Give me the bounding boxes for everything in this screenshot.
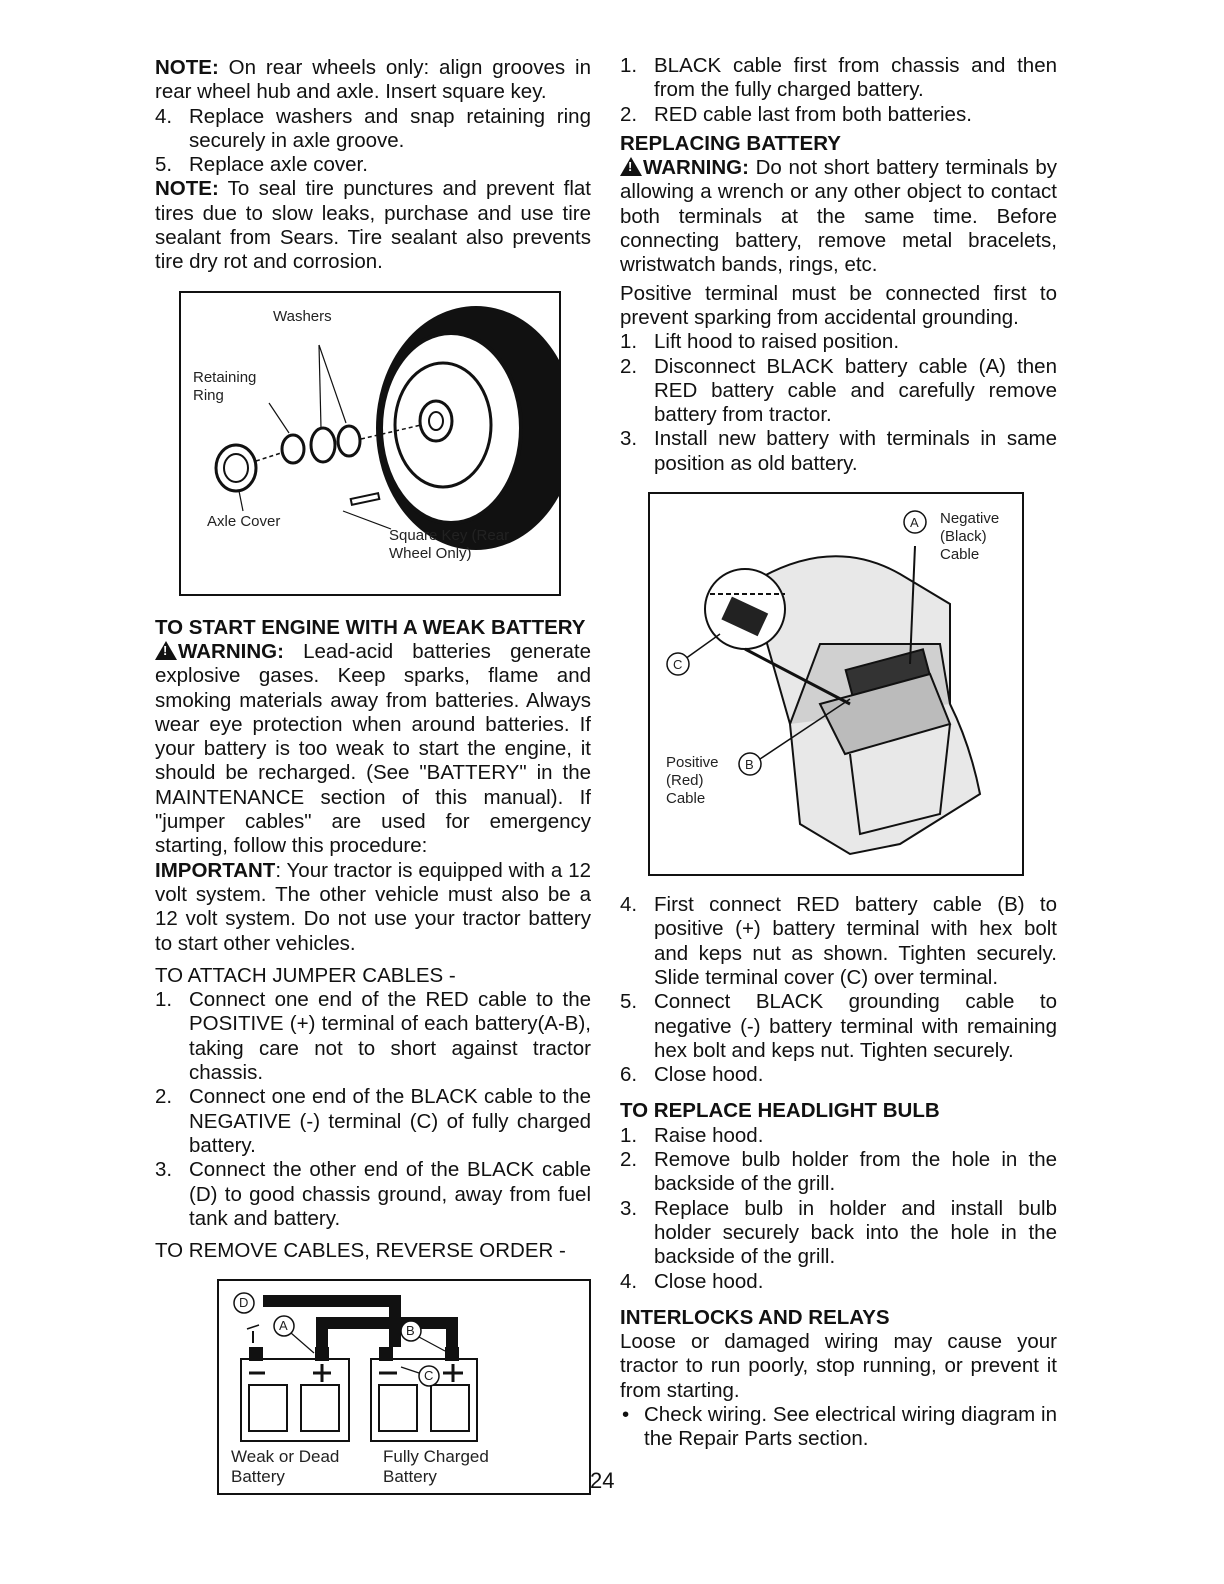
retaining-ring-label: Retaining Ring	[193, 368, 257, 404]
list-item: 1. Raise hood.	[620, 1123, 764, 1147]
label-d: D	[239, 1295, 249, 1311]
label-b: B	[745, 757, 754, 773]
positive-first-note: Positive terminal must be connected first to prevent sparking from accidental grounding.	[620, 281, 1057, 329]
interlocks-text: Loose or damaged wiring may cause your tractor to run poorly, stop running, or prevent it from starting.	[620, 1330, 1057, 1402]
replacing-battery-heading: REPLACING BATTERY	[620, 131, 841, 155]
list-item: 5. Replace axle cover.	[155, 153, 368, 177]
bullet-icon: •	[622, 1402, 630, 1426]
list-item: 4. Close hood.	[620, 1269, 764, 1293]
right-column	[620, 54, 1057, 1452]
remove-steps	[620, 54, 1057, 127]
list-item: 3. Replace bulb in holder and install bulb holder securely back into the hole in the backside of the grill.	[620, 1196, 1057, 1269]
note-tire-sealant: NOTE: To seal tire punctures and prevent flat tires due to slow leaks, purchase and use tire sealant from Sears. Tire sealant also prevents tire dry rot and corrosion.	[155, 177, 591, 274]
list-item: 3. Connect the other end of the BLACK cable (D) to good chassis ground, away from fuel tank and battery.	[155, 1158, 591, 1230]
important-note: IMPORTANT: Your tractor is equipped with a 12 volt system. The other vehicle must also be a 12 volt system. Do not use your tractor battery to start other vehicles.	[155, 858, 591, 955]
attach-steps	[155, 988, 591, 1231]
label-a: A	[910, 515, 919, 531]
list-item: 5. Connect BLACK grounding cable to negative (-) battery terminal with remaining hex bolt and keps nut. Tighten securely.	[620, 990, 1057, 1062]
connect-steps	[620, 893, 1057, 1087]
jumper-cable-figure	[217, 1279, 591, 1495]
list-item: 2. Disconnect BLACK battery cable (A) then RED battery cable and carefully remove battery from tractor.	[620, 354, 1057, 427]
note-rear-wheels: NOTE: On rear wheels only: align grooves in rear wheel hub and axle. Insert square key.	[155, 56, 591, 104]
list-item: 6. Close hood.	[620, 1063, 764, 1087]
replace-steps	[620, 330, 1057, 476]
list-item: 4. First connect RED battery cable (B) to positive (+) battery terminal with hex bolt and keps nut as shown. Tighten securely. Slide terminal cover (C) over terminal.	[620, 893, 1057, 989]
remove-heading: TO REMOVE CABLES, REVERSE ORDER -	[155, 1239, 566, 1263]
interlocks-heading: INTERLOCKS AND RELAYS	[620, 1305, 890, 1329]
label-c: C	[424, 1368, 434, 1384]
list-item: 2. Remove bulb holder from the hole in the backside of the grill.	[620, 1148, 1057, 1196]
weak-battery-label: Weak or Dead Battery	[231, 1447, 340, 1487]
washers-label: Washers	[273, 307, 332, 325]
wheel-steps	[155, 105, 591, 178]
list-item: 1. Lift hood to raised position.	[620, 330, 900, 354]
warning-icon	[620, 157, 642, 176]
warning-icon	[155, 641, 177, 660]
attach-heading: TO ATTACH JUMPER CABLES -	[155, 963, 456, 987]
battery-figure	[648, 492, 1024, 876]
replacing-warning: !WARNING: Do not short battery terminals by allowing a wrench or any other object to contact both terminals at the same time. Before connecting battery, remove metal bracelets, wristwatch bands, rings, etc.	[620, 156, 1057, 277]
list-item: 1. Connect one end of the RED cable to the POSITIVE (+) terminal of each battery(A-B), taking care not to short against tractor chassis.	[155, 988, 591, 1085]
page-number: 24	[590, 1468, 615, 1493]
square-key-label: Square Key (Rear Wheel Only)	[389, 526, 510, 562]
left-column	[155, 56, 591, 1495]
positive-cable-label: Positive (Red) Cable	[666, 754, 719, 808]
list-item: 2. Connect one end of the BLACK cable to the NEGATIVE (-) terminal (C) of fully charged battery.	[155, 1085, 591, 1157]
list-item: 3. Install new battery with terminals in same position as old battery.	[620, 427, 1057, 475]
list-item: 2. RED cable last from both batteries.	[620, 102, 972, 126]
list-item: 4. Replace washers and snap retaining ring securely in axle groove.	[155, 104, 591, 152]
full-battery-label: Fully Charged Battery	[383, 1447, 489, 1487]
list-item: 1. BLACK cable first from chassis and then from the fully charged battery.	[620, 54, 1057, 102]
negative-cable-label: Negative (Black) Cable	[940, 510, 1000, 564]
wheel-figure	[179, 291, 561, 596]
headlight-steps	[620, 1124, 1057, 1294]
headlight-heading: TO REPLACE HEADLIGHT BULB	[620, 1099, 940, 1123]
axle-cover-label: Axle Cover	[207, 512, 281, 530]
weak-battery-heading: TO START ENGINE WITH A WEAK BATTERY	[155, 615, 586, 639]
label-a: A	[279, 1318, 288, 1334]
bullet-item: • Check wiring. See electrical wiring diagram in the Repair Parts section.	[622, 1402, 1057, 1451]
weak-battery-warning: !WARNING: Lead-acid batteries generate explosive gases. Keep sparks, flame and smoking materials away from batteries. Always wear eye protection when around batteries. If your battery is too weak to start the engine, it should be recharged. (See "BATTERY" in the MAINTENANCE section of this manual). If "jumper cables" are used for emergency starting, follow this procedure:	[155, 640, 591, 859]
label-b: B	[406, 1323, 415, 1339]
label-c: C	[673, 657, 683, 673]
